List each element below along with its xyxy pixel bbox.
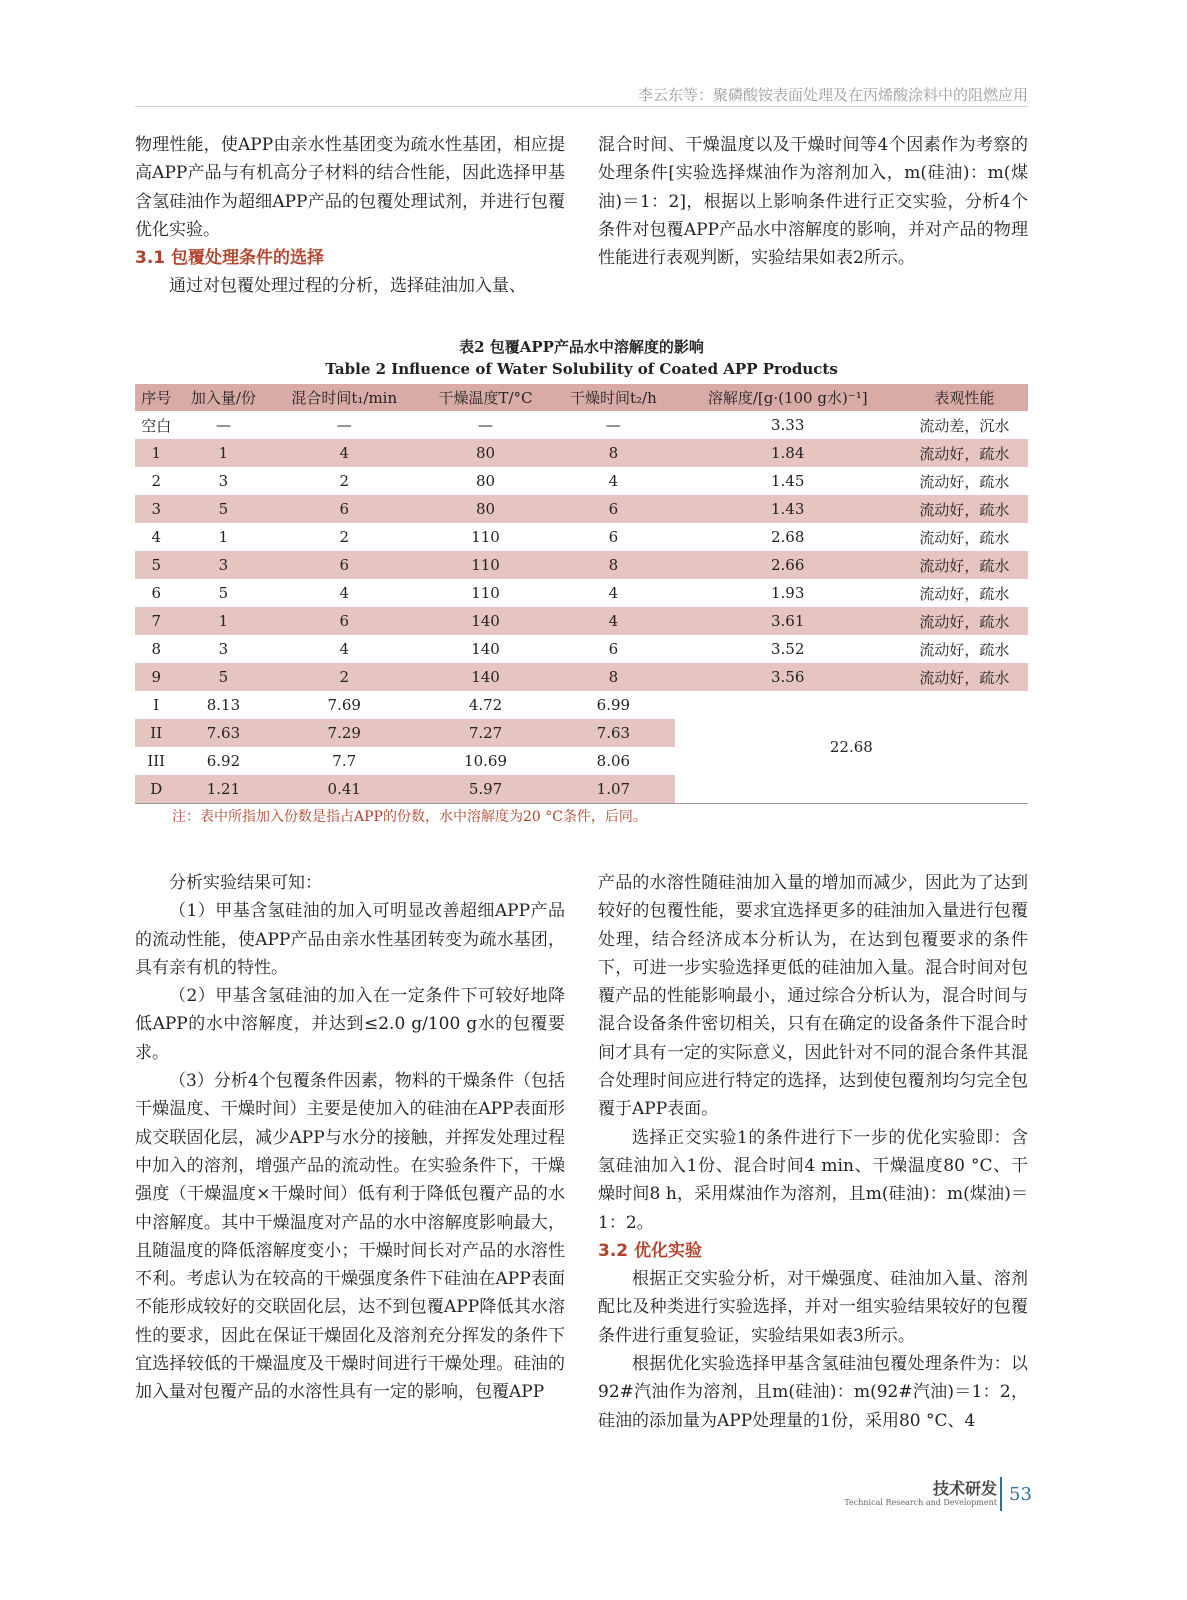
table-caption-en: Table 2 Influence of Water Solubility of Coated APP Products [325, 360, 838, 378]
column-header: 表观性能 [901, 384, 1028, 411]
table-cell: 7.69 [327, 696, 361, 714]
table-caption-cn: 表2 包覆APP产品水中溶解度的影响 [459, 338, 704, 356]
table-cell: 4 [608, 584, 619, 602]
table-row [135, 579, 1028, 607]
table-cell: 2 [151, 472, 161, 490]
table-cell: 6 [552, 495, 675, 523]
table-cell: D [135, 775, 177, 804]
paragraph: 混合时间、干燥温度以及干燥时间等4个因素作为考察的处理条件[实验选择煤油作为溶剂加入，m(硅油)：m(煤油)＝1：2]，根据以上影响条件进行正交实验，分析4个条件对包覆APP产品水中溶解度的影响，并对产品的物理性能进行表观判断，实验结果如表2所示。 [598, 135, 1028, 269]
table-cell: 5.97 [419, 775, 552, 804]
table-cell: 2.66 [675, 551, 901, 579]
table-cell: 9 [135, 663, 177, 691]
table-cell: 6 [269, 495, 419, 523]
table-cell: 4 [339, 640, 349, 658]
table-cell: 1 [177, 439, 269, 467]
table-cell: 6 [608, 528, 619, 546]
paragraph: 产品的水溶性随硅油加入量的增加而减少，因此为了达到较好的包覆性能，要求宜选择更多的硅油加入量进行包覆处理，结合经济成本分析认为，在达到包覆要求的条件下，可进一步实验选择更低的硅油加入量。混合时间对包覆产品的性能影响最小，通过综合分析认为，混合时间与混合设备条件密切相关，只有在确定的设备条件下混合时间才具有一定的实际意义，因此针对不同的混合条件其混合处理时间应进行特定的选择，达到使包覆剂均匀完全包覆于APP表面。 [598, 873, 1028, 1120]
paragraph: 根据正交实验分析，对干燥强度、硅油加入量、溶剂配比及种类进行实验选择，并对一组实验结果较好的包覆条件进行重复验证，实验结果如表3所示。 [598, 1269, 1028, 1346]
column-header: 干燥温度T/°C [419, 384, 552, 411]
table-row [135, 663, 1028, 691]
table-cell: 4.72 [468, 696, 503, 714]
section-heading: 3.2 优化实验 [598, 1240, 703, 1261]
table-cell: 8 [552, 551, 675, 579]
table-cell: 4 [339, 584, 349, 602]
table-cell: 5 [218, 584, 229, 602]
table-row [135, 439, 1028, 467]
table-row [135, 551, 1028, 579]
table-header-row [135, 384, 1028, 411]
table-cell: 6.92 [206, 752, 241, 770]
table-cell: 3 [218, 472, 229, 490]
table-note: 注：表中所指加入份数是指占APP的份数，水中溶解度为20 °C条件，后同。 [172, 809, 647, 825]
page-number: 53 [1009, 1484, 1032, 1505]
table-row [135, 495, 1028, 523]
table-cell: 2 [339, 472, 349, 490]
table-cell: 140 [471, 640, 500, 658]
footer-divider [1000, 1477, 1002, 1511]
column-header: 序号 [135, 384, 177, 411]
table-cell: 1.07 [552, 775, 675, 804]
table-cell: 2.68 [771, 528, 805, 546]
footer-section-en: Technical Research and Development [844, 1498, 997, 1507]
table-cell: 8.13 [206, 696, 241, 714]
table-cell: 流动好，疏水 [901, 439, 1028, 467]
table-cell: 110 [471, 584, 500, 602]
top-right-column [598, 131, 1028, 272]
table-cell: 4 [151, 528, 161, 546]
table-cell: 流动好，疏水 [901, 663, 1028, 691]
table-cell: 7 [135, 607, 177, 635]
table-cell: 1.84 [675, 439, 901, 467]
table-cell: 3.56 [675, 663, 901, 691]
table-cell: 流动好，疏水 [919, 528, 1010, 547]
table-cell: 3.61 [675, 607, 901, 635]
table-cell: 5 [135, 551, 177, 579]
paragraph: 物理性能，使APP由亲水性基团变为疏水性基团，相应提高APP产品与有机高分子材料的结合性能，因此选择甲基含氢硅油作为超细APP产品的包覆处理试剂，并进行包覆优化实验。 [135, 135, 565, 240]
table-cell: 6 [269, 607, 419, 635]
results-table [135, 384, 1028, 804]
table-cell: 4 [269, 439, 419, 467]
table-cell: 5 [177, 663, 269, 691]
table-cell: 流动好，疏水 [919, 640, 1010, 659]
header-divider [135, 106, 1028, 107]
table-cell: 流动好，疏水 [919, 584, 1010, 603]
table-cell: 3 [135, 495, 177, 523]
table-cell: 3.52 [771, 640, 805, 658]
table-cell: 流动好，疏水 [901, 495, 1028, 523]
table-cell: 1.45 [771, 472, 805, 490]
table-cell: 8 [552, 663, 675, 691]
table-cell: 80 [419, 495, 552, 523]
table-cell: 3 [218, 640, 229, 658]
merged-cell: 22.68 [675, 691, 1028, 804]
paragraph: 根据优化实验选择甲基含氢硅油包覆处理条件为：以92#汽油作为溶剂，且m(硅油)：m(92#汽油)＝1：2，硅油的添加量为APP处理量的1份，采用80 °C、4 [598, 1354, 1028, 1431]
table-cell: 140 [419, 663, 552, 691]
table-row [135, 523, 1028, 551]
table-cell: 2 [339, 528, 349, 546]
table-cell: 1 [218, 528, 229, 546]
table-cell: 10.69 [464, 752, 507, 770]
table-cell: III [147, 752, 166, 770]
paragraph: 分析实验结果可知： [169, 873, 322, 893]
table-cell: 6 [608, 640, 619, 658]
table-cell: 0.41 [269, 775, 419, 804]
table-cell: 4 [608, 472, 619, 490]
column-header: 加入量/份 [177, 384, 269, 411]
table-cell: 4 [552, 607, 675, 635]
table-cell: 8.06 [596, 752, 631, 770]
paragraph: 通过对包覆处理过程的分析，选择硅油加入量、 [169, 276, 526, 297]
table-cell: 2 [269, 663, 419, 691]
running-head: 李云东等：聚磷酸铵表面处理及在丙烯酸涂料中的阻燃应用 [637, 86, 1028, 104]
table-cell: I [153, 696, 160, 714]
table-cell: 7.27 [419, 719, 552, 747]
table-cell: — [605, 416, 621, 434]
table-cell: 1.43 [675, 495, 901, 523]
analysis-row [135, 691, 1028, 719]
table-cell: 1 [135, 439, 177, 467]
table-cell: 7.7 [332, 752, 357, 770]
table-cell: 110 [419, 551, 552, 579]
table-cell: 80 [475, 472, 496, 490]
paragraph: （3）分析4个包覆条件因素，物料的干燥条件（包括干燥温度、干燥时间）主要是使加入的硅油在APP表面形成交联固化层，减少APP与水分的接触，并挥发处理过程中加入的溶剂，增强产品的流动性。在实验条件下，干燥强度（干燥温度×干燥时间）低有利于降低包覆产品的水中溶解度。其中干燥温度对产品的水中溶解度影响最大，且随温度的降低溶解度变小；干燥时间长对产品的水溶性不利。考虑认为在较高的干燥强度条件下硅油在APP表面不能形成较好的交联固化层，达不到包覆APP降低其水溶性的要求，因此在保证干燥固化及溶剂充分挥发的条件下宜选择较低的干燥温度及干燥时间进行干燥处理。硅油的加入量对包覆产品的水溶性具有一定的影响，包覆APP [135, 1071, 565, 1403]
table-cell: 6.99 [596, 696, 631, 714]
footer-section-cn: 技术研发 [932, 1479, 997, 1498]
table-cell: 7.29 [269, 719, 419, 747]
table-cell: 3 [177, 551, 269, 579]
table-cell: 110 [471, 528, 500, 546]
table-cell: 1 [177, 607, 269, 635]
table-cell: 140 [419, 607, 552, 635]
table-row [135, 411, 1028, 439]
column-header: 溶解度/[g·(100 g水)⁻¹] [675, 384, 901, 411]
table-row [135, 635, 1028, 663]
table-cell: 6 [269, 551, 419, 579]
table-cell: 8 [151, 640, 161, 658]
table-cell: 7.63 [177, 719, 269, 747]
table-cell: 流动好，疏水 [901, 551, 1028, 579]
table-cell: 1.21 [177, 775, 269, 804]
table-cell: — [215, 416, 231, 434]
table-cell: II [135, 719, 177, 747]
table-cell: 流动好，疏水 [901, 607, 1028, 635]
table-cell: 8 [552, 439, 675, 467]
section-heading: 3.1 包覆处理条件的选择 [135, 248, 325, 269]
bottom-right-column [598, 869, 1028, 1435]
table-cell: — [336, 416, 352, 434]
column-header: 混合时间t₁/min [269, 384, 419, 411]
table-cell: 5 [177, 495, 269, 523]
table-cell: 3.33 [771, 416, 805, 434]
table-cell: 流动差，沉水 [919, 416, 1010, 435]
table-cell: 流动好，疏水 [919, 472, 1010, 491]
paragraph: （2）甲基含氢硅油的加入在一定条件下可较好地降低APP的水中溶解度，并达到≤2.0 g/100 g水的包覆要求。 [135, 986, 565, 1063]
table-cell: 6 [151, 584, 161, 602]
table-row [135, 607, 1028, 635]
table-cell: — [478, 416, 494, 434]
table-cell: 80 [419, 439, 552, 467]
bottom-left-column [135, 869, 565, 1407]
paragraph: 选择正交实验1的条件进行下一步的优化实验即：含氢硅油加入1份、混合时间4 min、干燥温度80 °C、干燥时间8 h，采用煤油作为溶剂，且m(硅油)：m(煤油)＝1：2。 [598, 1127, 1028, 1233]
table-cell: 空白 [141, 416, 172, 435]
top-left-column [135, 131, 565, 301]
table-cell: 1.93 [771, 584, 805, 602]
paragraph: （1）甲基含氢硅油的加入可明显改善超细APP产品的流动性能，使APP产品由亲水性基团转变为疏水基团，具有亲有机的特性。 [135, 901, 565, 978]
table-cell: 7.63 [552, 719, 675, 747]
column-header: 干燥时间t₂/h [552, 384, 675, 411]
table-row [135, 467, 1028, 495]
